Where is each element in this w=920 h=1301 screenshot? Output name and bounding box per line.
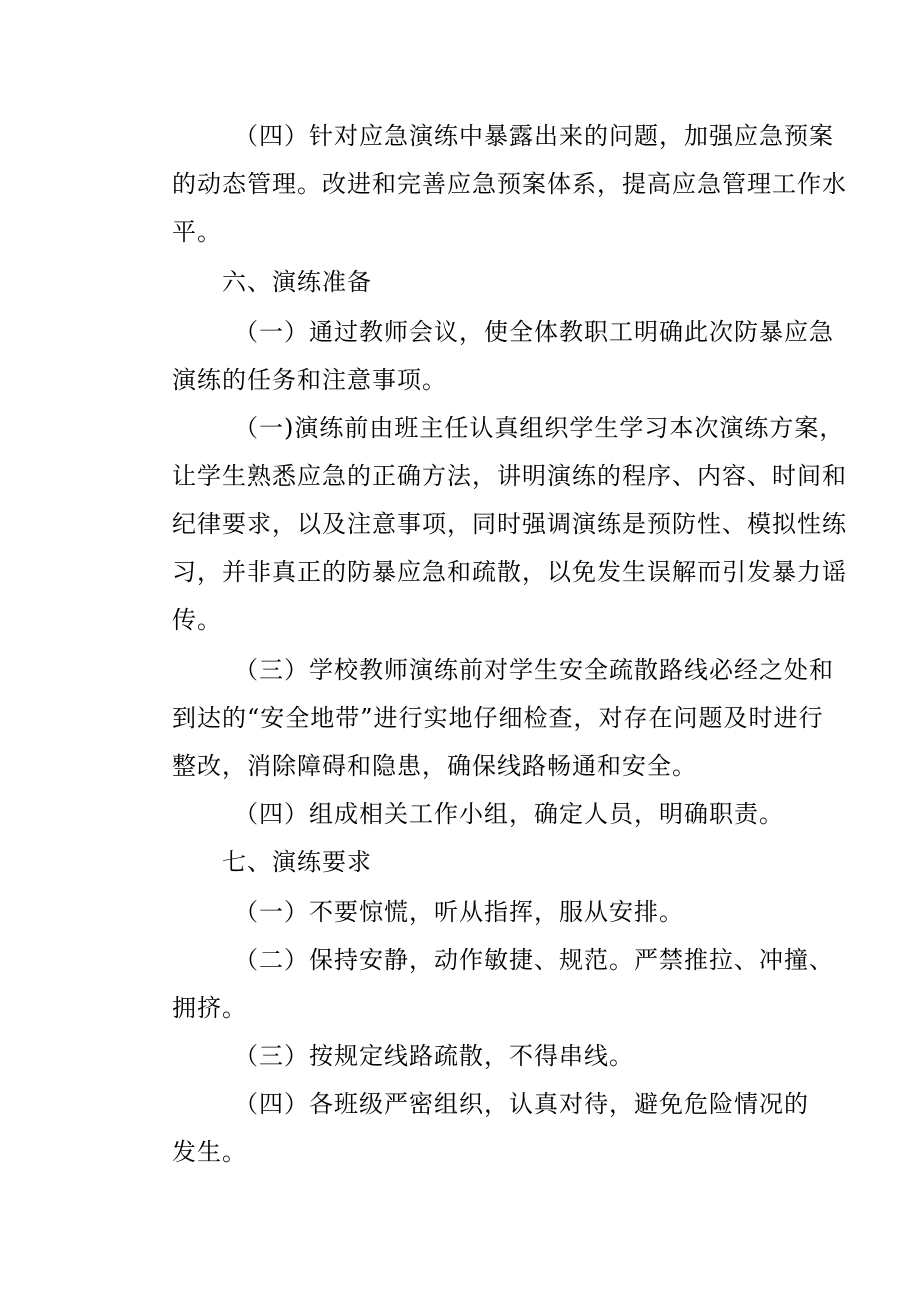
req-item-2-line-1: （二）保持安静，动作敏捷、规范。严禁推拉、冲撞、 bbox=[234, 946, 834, 974]
prep-item-3-line-1: （三）学校教师演练前对学生安全疏散路线必经之处和 bbox=[234, 656, 834, 684]
prep-item-2-line-2: 让学生熟悉应急的正确方法，讲明演练的程序、内容、时间和 bbox=[172, 462, 847, 490]
prep-item-2-line-4: 习，并非真正的防暴应急和疏散，以免发生误解而引发暴力谣 bbox=[172, 558, 847, 586]
prep-item-1-line-2: 演练的任务和注意事项。 bbox=[172, 366, 447, 394]
req-item-1: （一）不要惊慌，听从指挥，服从安排。 bbox=[234, 898, 684, 926]
paragraph-4-line-3: 平。 bbox=[172, 218, 222, 246]
prep-item-4: （四）组成相关工作小组，确定人员，明确职责。 bbox=[234, 800, 784, 828]
prep-item-3-line-3: 整改，消除障碍和隐患，确保线路畅通和安全。 bbox=[172, 752, 697, 780]
prep-item-1-line-1: （一）通过教师会议，使全体教职工明确此次防暴应急 bbox=[234, 318, 834, 346]
paragraph-4-line-2: 的动态管理。改进和完善应急预案体系，提高应急管理工作水 bbox=[172, 170, 847, 198]
paragraph-4-line-1: （四）针对应急演练中暴露出来的问题，加强应急预案 bbox=[234, 122, 834, 150]
req-item-3: （三）按规定线路疏散，不得串线。 bbox=[234, 1042, 634, 1070]
prep-item-2-line-3: 纪律要求，以及注意事项，同时强调演练是预防性、模拟性练 bbox=[172, 510, 847, 538]
section-heading-drill-requirements: 七、演练要求 bbox=[222, 848, 372, 876]
prep-item-2-line-5: 传。 bbox=[172, 606, 222, 634]
req-item-4-line-2: 发生。 bbox=[172, 1138, 247, 1166]
prep-item-3-line-2: 到达的“安全地带”进行实地仔细检查，对存在问题及时进行 bbox=[172, 704, 824, 732]
req-item-4-line-1: （四）各班级严密组织，认真对待，避免危险情况的 bbox=[234, 1090, 809, 1118]
section-heading-drill-preparation: 六、演练准备 bbox=[222, 268, 372, 296]
req-item-2-line-2: 拥挤。 bbox=[172, 994, 247, 1022]
prep-item-2-line-1: （一)演练前由班主任认真组织学生学习本次演练方案， bbox=[234, 414, 845, 442]
